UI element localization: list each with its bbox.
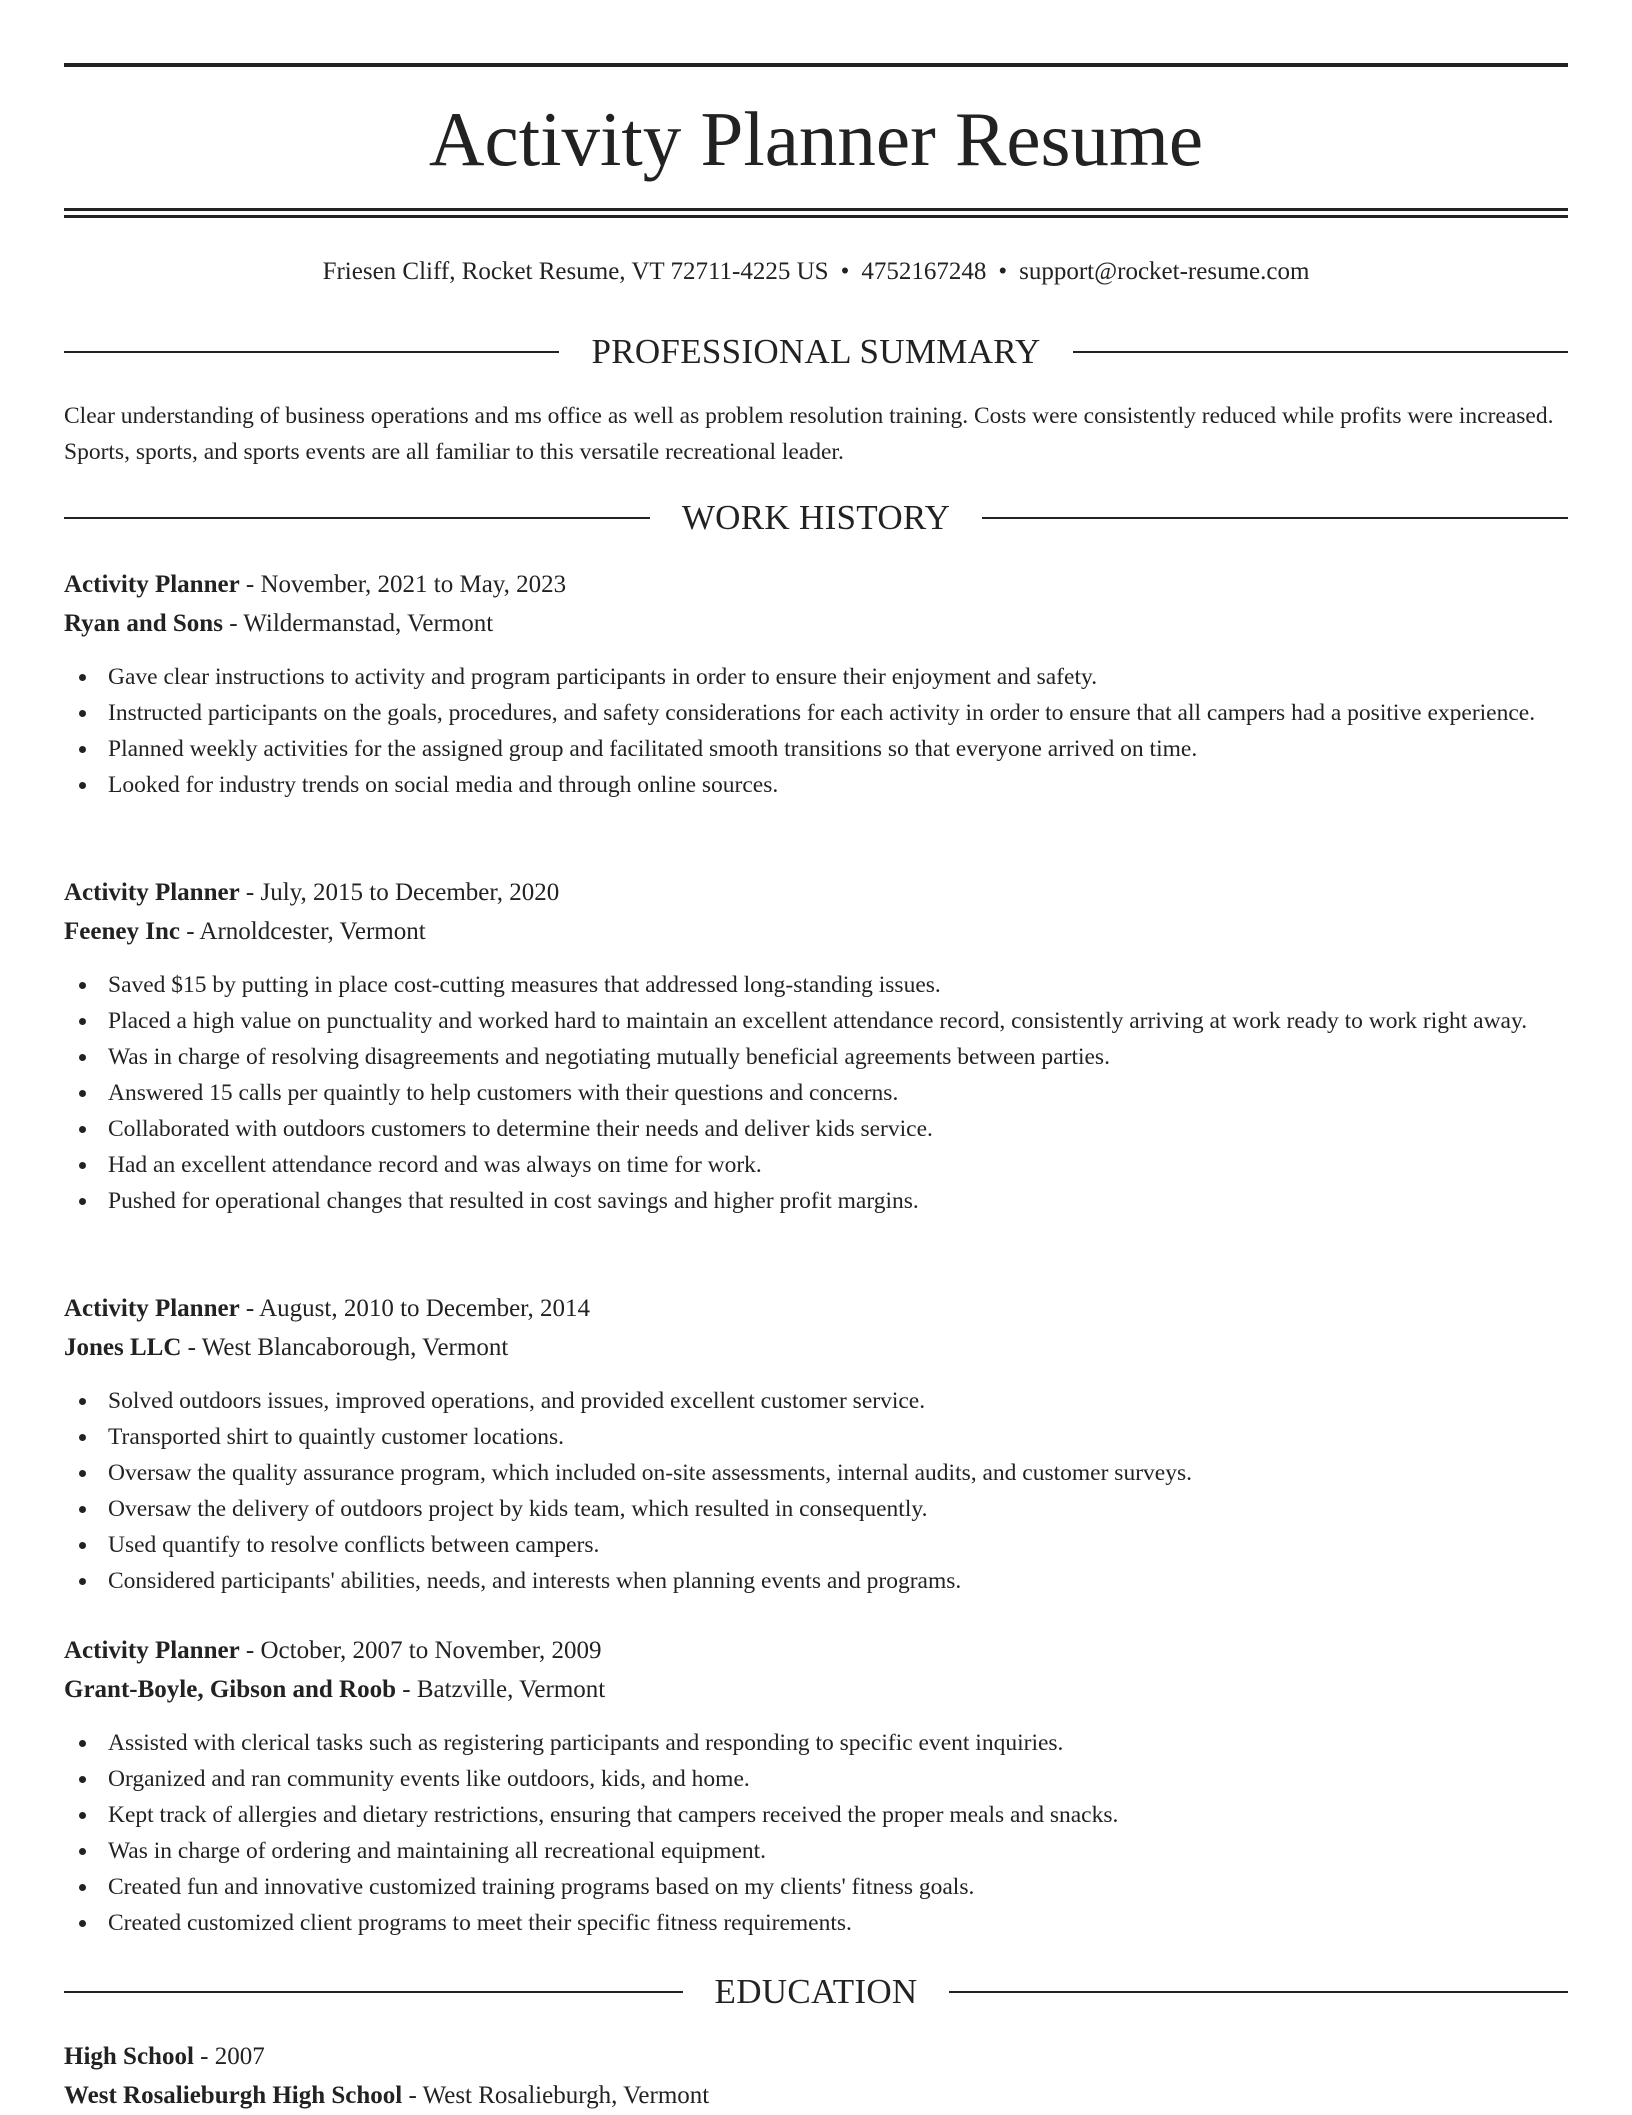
contact-address: Friesen Cliff, Rocket Resume, VT 72711-4225 US [322,258,829,285]
job-title-line [64,1631,1568,1670]
job-entry [64,1289,1568,1367]
divider [64,1991,683,1993]
list-item: Gave clear instructions to activity and program participants in order to ensure their enjoyment and safety. [64,659,1568,695]
list-item: Assisted with clerical tasks such as registering participants and responding to specific event inquiries. [64,1725,1568,1761]
divider [949,1991,1568,1993]
job-title: Activity Planner [64,1637,240,1664]
education-degree-line [64,2037,1568,2076]
job-title-line [64,1289,1568,1328]
job-company: Ryan and Sons [64,610,223,637]
job-location: - West Blancaborough, Vermont [187,1334,509,1361]
list-item: Was in charge of resolving disagreements and negotiating mutually beneficial agreements between parties. [64,1039,1568,1075]
job-entry [64,873,1568,951]
job-dates: - August, 2010 to December, 2014 [245,1295,591,1322]
job-company: Jones LLC [64,1334,182,1361]
job-title: Activity Planner [64,879,240,906]
section-heading-work-history [64,498,1568,538]
divider [64,517,650,519]
education-school-line [64,2076,1568,2115]
summary-text: Clear understanding of business operations and ms office as well as problem resolution training. Costs were consistently reduced while profits were increased. Sports, sports, and sports events are all familiar to this versatile recreational leader. [64,403,1554,465]
contact-separator: • [998,258,1008,285]
job-title-line [64,565,1568,604]
education-location: - West Rosalieburgh, Vermont [408,2082,710,2109]
education-degree: High School [64,2043,194,2070]
list-item: Planned weekly activities for the assigned group and facilitated smooth transitions so that everyone arrived on time. [64,731,1568,767]
education-school: West Rosalieburgh High School [64,2082,403,2109]
job-entry [64,1631,1568,1709]
list-item: Transported shirt to quaintly customer locations. [64,1419,1568,1455]
job-bullets [64,659,1568,803]
list-item: Oversaw the quality assurance program, which included on-site assessments, internal audits, and customer surveys. [64,1455,1568,1491]
job-bullets [64,1383,1568,1599]
education-entry [64,2037,1568,2115]
list-item: Answered 15 calls per quaintly to help customers with their questions and concerns. [64,1075,1568,1111]
job-company-line [64,1670,1568,1709]
list-item: Considered participants' abilities, needs, and interests when planning events and programs. [64,1563,1568,1599]
section-title: EDUCATION [714,1972,918,2011]
list-item: Solved outdoors issues, improved operations, and provided excellent customer service. [64,1383,1568,1419]
job-company: Grant-Boyle, Gibson and Roob [64,1676,397,1703]
job-location: - Batzville, Vermont [402,1676,606,1703]
job-location: - Arnoldcester, Vermont [186,918,426,945]
list-item: Looked for industry trends on social media and through online sources. [64,767,1568,803]
job-company-line [64,1328,1568,1367]
header-bottom-rule [64,208,1568,211]
list-item: Was in charge of ordering and maintaining all recreational equipment. [64,1833,1568,1869]
job-entry [64,565,1568,643]
list-item: Had an excellent attendance record and was always on time for work. [64,1147,1568,1183]
contact-phone: 4752167248 [861,258,987,285]
list-item: Instructed participants on the goals, procedures, and safety considerations for each activity in order to ensure that all campers had a positive experience. [64,695,1568,731]
page-title: Activity Planner Resume [428,96,1204,182]
job-dates: - October, 2007 to November, 2009 [245,1637,602,1664]
divider [1073,351,1568,353]
job-title-line [64,873,1568,912]
education-year: - 2007 [200,2043,265,2070]
header-bottom-rule [64,215,1568,218]
list-item: Saved $15 by putting in place cost-cutting measures that addressed long-standing issues. [64,967,1568,1003]
job-bullets [64,967,1568,1219]
list-item: Kept track of allergies and dietary restrictions, ensuring that campers received the proper meals and snacks. [64,1797,1568,1833]
job-company-line [64,912,1568,951]
list-item: Oversaw the delivery of outdoors project by kids team, which resulted in consequently. [64,1491,1568,1527]
section-heading-summary [64,332,1568,372]
job-bullets [64,1725,1568,1941]
list-item: Created customized client programs to meet their specific fitness requirements. [64,1905,1568,1941]
divider [982,517,1568,519]
section-heading-education [64,1972,1568,2012]
list-item: Placed a high value on punctuality and worked hard to maintain an excellent attendance record, consistently arriving at work ready to work right away. [64,1003,1568,1039]
job-title: Activity Planner [64,1295,240,1322]
job-company-line [64,604,1568,643]
job-title: Activity Planner [64,571,240,598]
job-dates: - July, 2015 to December, 2020 [245,879,560,906]
contact-line [64,256,1568,288]
list-item: Collaborated with outdoors customers to determine their needs and deliver kids service. [64,1111,1568,1147]
header-top-rule [64,63,1568,67]
section-title: PROFESSIONAL SUMMARY [591,332,1041,371]
list-item: Organized and ran community events like outdoors, kids, and home. [64,1761,1568,1797]
list-item: Created fun and innovative customized training programs based on my clients' fitness goals. [64,1869,1568,1905]
contact-separator: • [840,258,850,285]
list-item: Pushed for operational changes that resulted in cost savings and higher profit margins. [64,1183,1568,1219]
list-item: Used quantify to resolve conflicts between campers. [64,1527,1568,1563]
contact-email: support@rocket-resume.com [1019,258,1310,285]
job-location: - Wildermanstad, Vermont [229,610,494,637]
divider [64,351,559,353]
job-company: Feeney Inc [64,918,180,945]
section-title: WORK HISTORY [681,498,951,537]
job-dates: - November, 2021 to May, 2023 [245,571,567,598]
